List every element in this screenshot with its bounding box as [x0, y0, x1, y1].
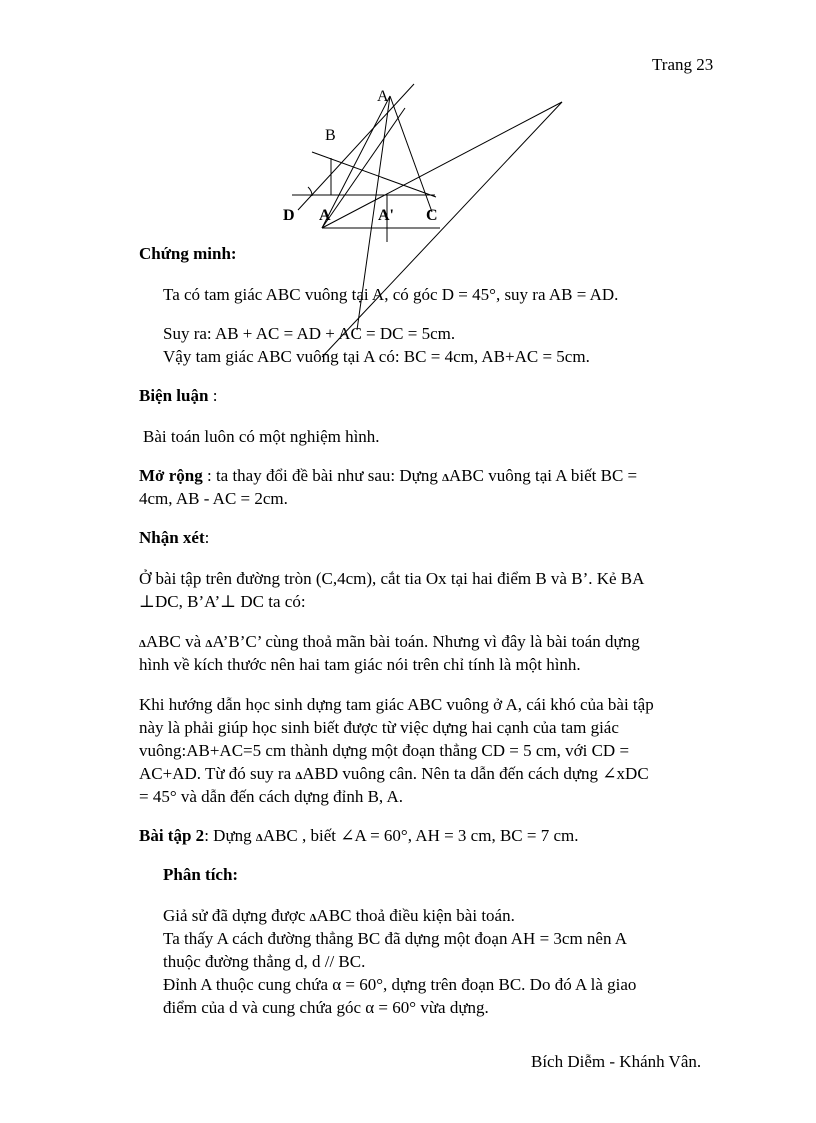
- ray-dx: [298, 84, 414, 210]
- exercise2-text-b: ABC , biết ∠A = 60°, AH = 3 cm, BC = 7 cm.: [262, 826, 579, 845]
- remark-p3-line-5: = 45° và dẫn đến cách dựng đỉnh B, A.: [139, 787, 404, 806]
- analysis-line-2: Ta thấy A cách đường thẳng BC đã dựng một đoạn AH = 3cm nên A: [163, 929, 628, 948]
- label-a-prime: A': [378, 207, 394, 224]
- exercise2-heading: Bài tập 2: [139, 826, 205, 845]
- triangle-symbol: Δ: [255, 832, 263, 844]
- analysis-text-b: ABC thoả điều kiện bài toán.: [316, 906, 515, 925]
- remark-p1-line-1: Ở bài tập trên đường tròn (C,4cm), cắt tia Ox tại hai điểm B và B’. Kẻ BA: [139, 569, 645, 588]
- discussion-heading-row: [139, 385, 217, 407]
- exercise2-line: [139, 825, 578, 849]
- remark-p3-line-3: vuông:AB+AC=5 cm thành dựng một đoạn thẳng CD = 5 cm, với CD =: [139, 741, 630, 760]
- remark-heading-row: [139, 527, 209, 549]
- remark-p3-line-4: [139, 763, 649, 787]
- exercise2-text-a: : Dựng: [204, 826, 256, 845]
- remark-p1-line-2: ⊥DC, B’A’⊥ DC ta có:: [139, 592, 306, 611]
- discussion-heading: Biện luận: [139, 386, 209, 405]
- remark-p2-text-b: A’B’C’ cùng thoả mãn bài toán. Nhưng vì đây là bài toán dựng: [212, 632, 640, 651]
- extension-line-2: 4cm, AB - AC = 2cm.: [139, 489, 288, 508]
- remark-p3-line-1: Khi hướng dẫn học sinh dựng tam giác ABC vuông ở A, cái khó của bài tập: [139, 695, 654, 714]
- remark-p3-line-2: này là phải giúp học sinh biết được từ việc dựng hai cạnh của tam giác: [139, 718, 619, 737]
- triangle-symbol: Δ: [442, 472, 450, 484]
- remark-colon: :: [204, 528, 210, 547]
- label-d: D: [283, 207, 295, 224]
- remark-p2-line-1: [139, 631, 640, 655]
- remark-heading: Nhận xét: [139, 528, 205, 547]
- page-number: Trang 23: [652, 55, 714, 74]
- triangle-symbol: Δ: [205, 638, 213, 650]
- remark-p2-text-a: ABC và: [145, 632, 206, 651]
- long-diagonal-2: [322, 102, 562, 357]
- footer-authors: Bích Diễm - Khánh Vân.: [531, 1052, 702, 1071]
- extension-line-1: [139, 465, 637, 489]
- label-b: B: [325, 127, 336, 144]
- analysis-heading: Phân tích:: [163, 865, 239, 884]
- analysis-line-1: [163, 905, 515, 929]
- analysis-line-4: Đỉnh A thuộc cung chứa α = 60°, dựng trên đoạn BC. Do đó A là giao: [163, 975, 637, 994]
- proof-line-3: Vậy tam giác ABC vuông tại A có: BC = 4cm, AB+AC = 5cm.: [163, 347, 590, 366]
- triangle-symbol: Δ: [295, 770, 303, 782]
- proof-line-1: Ta có tam giác ABC vuông tại A, có góc D = 45°, suy ra AB = AD.: [163, 285, 619, 304]
- label-a-top: A: [377, 88, 389, 105]
- proof-heading: Chứng minh:: [139, 244, 237, 263]
- remark-p2-line-2: hình về kích thước nên hai tam giác nói trên chỉ tính là một hình.: [139, 655, 581, 674]
- label-a-base: A: [319, 207, 331, 224]
- remark-p3-text-b: ABD vuông cân. Nên ta dẫn đến cách dựng ∠xDC: [302, 764, 649, 783]
- label-c: C: [426, 207, 438, 224]
- analysis-line-3: thuộc đường thẳng d, d // BC.: [163, 952, 366, 971]
- analysis-line-5: điểm của d và cung chứa góc α = 60° vừa dựng.: [163, 998, 489, 1017]
- proof-line-2: Suy ra: AB + AC = AD + AC = DC = 5cm.: [163, 324, 456, 343]
- triangle-symbol: Δ: [309, 912, 317, 924]
- triangle-symbol: Δ: [139, 638, 146, 650]
- remark-p3-text-a: AC+AD. Từ đó suy ra: [139, 764, 296, 783]
- long-diagonal-1: [322, 102, 562, 228]
- extension-heading: Mở rộng: [139, 466, 203, 485]
- discussion-text: Bài toán luôn có một nghiệm hình.: [143, 427, 380, 446]
- extension-text-b: ABC vuông tại A biết BC =: [449, 466, 638, 485]
- discussion-colon: :: [208, 386, 218, 405]
- extension-text-a: : ta thay đổi đề bài như sau: Dựng: [202, 466, 443, 485]
- analysis-text-a: Giả sử đã dựng được: [163, 906, 310, 925]
